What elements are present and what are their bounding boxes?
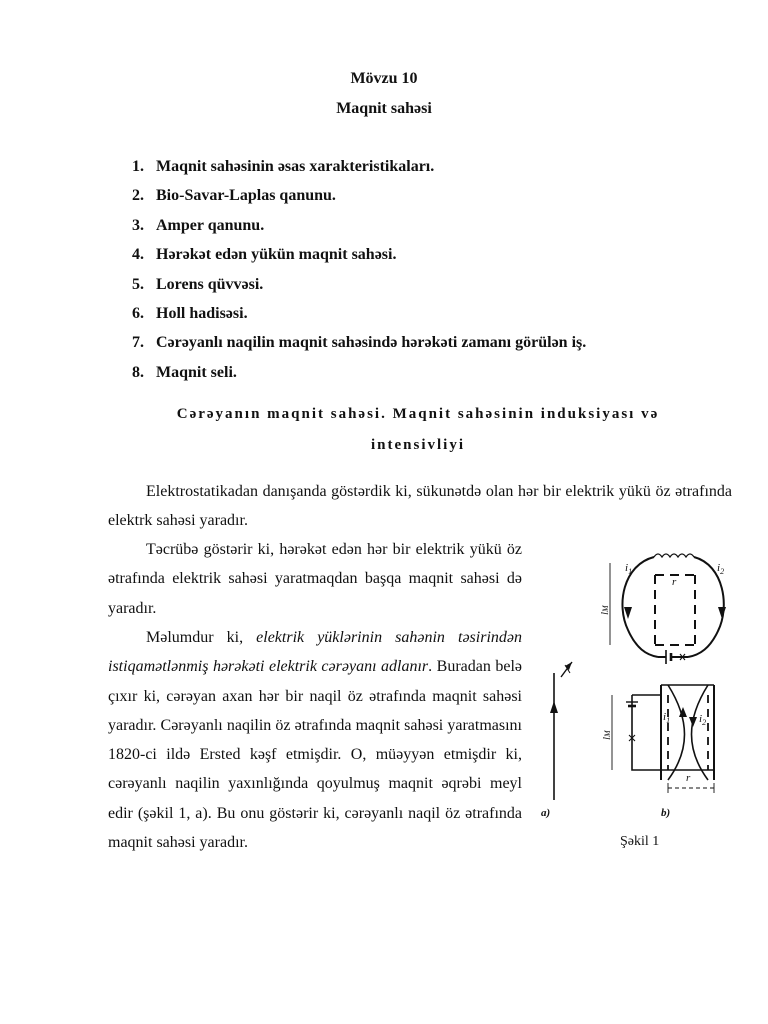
topic-outline-list <box>132 157 586 392</box>
figure-a-conductor <box>550 662 572 800</box>
outline-item: 8. Maqnit seli. <box>132 363 237 381</box>
outline-item: 6. Holl hadisəsi. <box>132 304 248 322</box>
paragraph-current-definition: Məlumdur ki, elektrik yüklərinin sahənin təsirindən istiqamətlənmiş hərəkəti elektrik cərəyanı adlanır. Buradan belə çıxır ki, cərəyan axan hər bir naqil öz ətrafında maqnit sahəsi yaradır. Cərəyanlı naqilin öz ətrafında maqnit sahəsi yaratmasını 1820-ci ildə Ersted kəşf etmişdir. O, müəyyən etmişdir ki, cərəyanlı naqilin yaxınlığında qoyulmuş maqnit əqrəbi meyl edir (şəkil 1, a). Bu onu göstərir ki, cərəyanlı naqil öz ətrafında maqnit sahəsi yaradır. <box>108 629 522 852</box>
label-i2-bottom: $i_2$ <box>699 713 707 727</box>
section-heading-line-1: Cərəyanın maqnit sahəsi. Maqnit sahəsinin induksiyası və <box>176 406 660 422</box>
section-heading-line-2: intensivliyi <box>370 437 465 453</box>
topic-title: Maqnit sahəsi <box>336 100 432 117</box>
outline-item: 7. Cərəyanlı naqilin maqnit sahəsində hərəkəti zamanı görülən iş. <box>132 334 587 352</box>
figure-1-diagram <box>528 545 748 805</box>
figure-b-bottom-circuit <box>612 685 714 793</box>
figure-label-b: b) <box>661 807 671 819</box>
paragraph-electrostatics: Elektrostatikadan danışanda göstərdik ki, sükunətdə olan hər bir elektrik yükü öz ətrafında elektrk sahəsi yaradır. <box>108 483 732 530</box>
outline-item: 4. Hərəkət edən yükün maqnit sahəsi. <box>132 246 397 264</box>
label-lm-top: lM <box>599 605 611 615</box>
label-r-top: r <box>672 576 677 588</box>
definition-italic: elektrik yüklərinin sahənin təsirindən istiqamətlənmiş hərəkəti elektrik cərəyanı adlanır <box>108 629 522 676</box>
figure-caption: Şəkil 1 <box>620 834 660 849</box>
label-lm-bottom: lM <box>601 730 613 740</box>
outline-item: 1. Maqnit sahəsinin əsas xarakteristikaları. <box>132 158 435 175</box>
label-r-bottom: r <box>686 772 691 784</box>
label-i1-top: $i_1$ <box>625 562 633 576</box>
outline-item: 2. Bio-Savar-Laplas qanunu. <box>132 187 336 205</box>
outline-item: 3. Amper qanunu. <box>132 216 265 234</box>
figure-label-a: a) <box>541 807 551 819</box>
topic-number: Mövzu 10 <box>350 70 418 87</box>
paragraph-experiment: Təcrübə göstərir ki, hərəkət edən hər bir elektrik yükü öz ətrafında elektrik sahəsi yaratmaqdan başqa maqnit sahəsi də yaradır. <box>108 541 522 617</box>
label-i2-top: $i_2$ <box>717 562 725 576</box>
label-i1-bottom: $i_1$ <box>663 711 671 725</box>
outline-item: 5. Lorens qüvvəsi. <box>132 275 264 293</box>
